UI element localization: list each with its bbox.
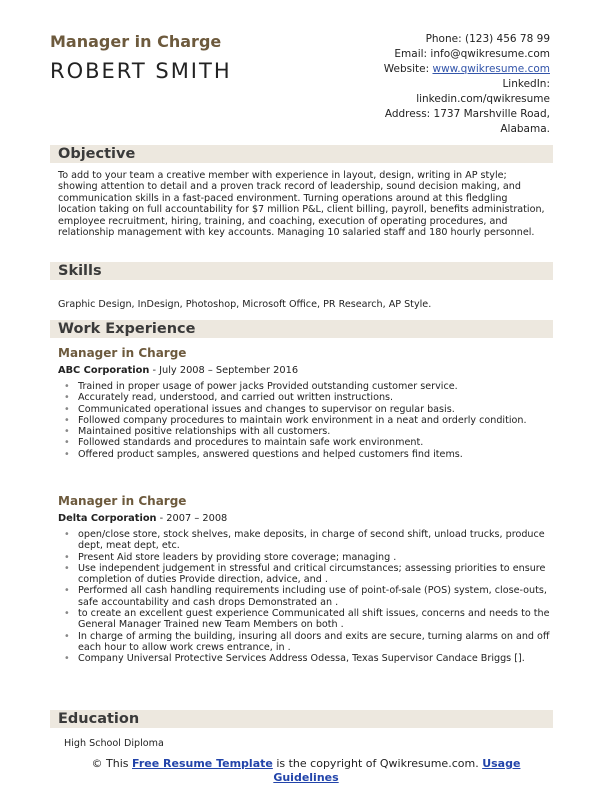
contact-block [384, 32, 550, 137]
list-item: • open/close store, stock shelves, make deposits, in charge of second shift, unload trucks, produce dept, meat dept, etc. [78, 529, 570, 552]
usage-guidelines-link-cont[interactable]: Guidelines [273, 771, 339, 784]
education-text: High School Diploma [64, 738, 164, 749]
objective-text: To add to your team a creative member with experience in layout, design, writing in AP style; showing attention to detail and a proven track record of leadership, sound decision making, and communication skills in a fast-paced environment. Turning operations around at this fledgling location taking on full accountability for $7 million P&L, client billing, payroll, benefits administration, employee recruitment, hiring, training, and coaching, execution of operating procedures, and relationship management with key accounts. Managing 10 salaried staff and 180 hourly personnel. [58, 170, 545, 239]
list-item: • Followed standards and procedures to maintain safe work environment. [78, 437, 570, 448]
contact-linkedin-label: LinkedIn: [502, 78, 550, 90]
education-section-header [50, 710, 553, 728]
job-1-bullets [58, 381, 570, 460]
usage-guidelines-link[interactable]: Usage [482, 757, 521, 770]
list-item: • Followed company procedures to maintain work environment in a neat and orderly condition. [78, 415, 570, 426]
copyright-footer: © This Free Resume Template is the copyright of Qwikresume.com. Usage Guidelines [91, 757, 521, 784]
contact-address-line2: Alabama. [500, 123, 550, 135]
list-item: • Performed all cash handling requirements including use of point-of-sale (POS) system, close-outs, safe accountability and cash drops Demonstrated an . [78, 585, 570, 608]
list-item: • Accurately read, understood, and carried out written instructions. [78, 392, 570, 403]
skills-text: Graphic Design, InDesign, Photoshop, Microsoft Office, PR Research, AP Style. [58, 299, 432, 310]
job-1-dates: - July 2008 – September 2016 [149, 365, 299, 376]
website-link[interactable]: www.qwikresume.com [432, 63, 550, 75]
list-item: • to create an excellent guest experience Communicated all shift issues, concerns and needs to the General Manager Trained new Team Members on both . [78, 608, 570, 631]
education-heading: Education [58, 711, 140, 727]
job-1-title: Manager in Charge [58, 346, 187, 360]
job-2-dates: - 2007 – 2008 [156, 513, 228, 524]
job-2-title: Manager in Charge [58, 494, 187, 508]
job-2-company: Delta Corporation [58, 513, 157, 524]
job-title: Manager in Charge [50, 32, 222, 51]
list-item: • Communicated operational issues and changes to supervisor on regular basis. [78, 404, 570, 415]
experience-section-header [50, 320, 553, 338]
candidate-name: ROBERT SMITH [50, 59, 232, 83]
list-item: • Trained in proper usage of power jacks Provided outstanding customer service. [78, 381, 570, 392]
contact-email: Email: info@qwikresume.com [394, 48, 550, 60]
skills-section-header [50, 262, 553, 280]
job-2-company-line [58, 513, 227, 524]
job-2-bullets [58, 529, 570, 665]
list-item: • Use independent judgement in stressful and critical circumstances; assessing priorities to ensure completion of duties Provide direction, advice, and . [78, 563, 570, 586]
skills-heading: Skills [58, 263, 102, 279]
job-1-company-line [58, 365, 298, 376]
contact-website: Website: www.qwikresume.com [383, 63, 550, 75]
contact-phone: Phone: (123) 456 78 99 [425, 33, 550, 45]
list-item: • Offered product samples, answered questions and helped customers find items. [78, 449, 570, 460]
list-item: • Present Aid store leaders by providing store coverage; managing . [78, 552, 570, 563]
job-1-company: ABC Corporation [58, 365, 150, 376]
free-resume-template-link[interactable]: Free Resume Template [132, 757, 273, 770]
list-item: • Maintained positive relationships with all customers. [78, 426, 570, 437]
contact-linkedin: linkedin.com/qwikresume [416, 93, 550, 105]
objective-heading: Objective [58, 146, 136, 162]
list-item: • In charge of arming the building, insuring all doors and exits are secure, turning alarms on and off each hour to allow work crews entrance, in . [78, 631, 570, 654]
resume-header [50, 32, 232, 83]
objective-section-header [50, 145, 553, 163]
experience-heading: Work Experience [58, 321, 196, 337]
contact-address: Address: 1737 Marshville Road, [384, 108, 550, 120]
list-item: • Company Universal Protective Services Address Odessa, Texas Supervisor Candace Briggs []. [78, 653, 570, 664]
